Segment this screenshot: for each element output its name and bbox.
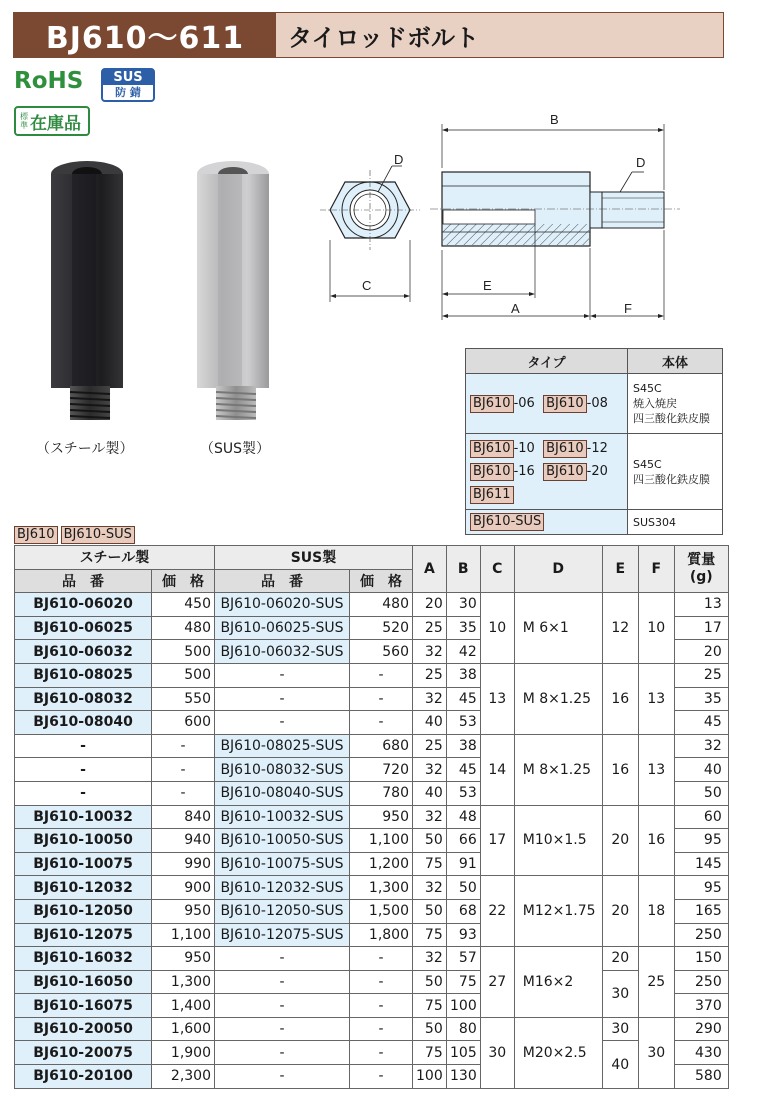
type-suffix: -12 <box>586 441 608 456</box>
title-bar <box>13 12 724 58</box>
sus-price: - <box>350 711 413 735</box>
steel-part-number: BJ610-16075 <box>15 994 152 1018</box>
mass-header-line2: (g) <box>689 569 713 586</box>
dim-a-value: 100 <box>413 1065 447 1089</box>
sus-price: - <box>350 947 413 971</box>
dim-a-value: 32 <box>413 687 447 711</box>
mass-value: 17 <box>674 616 728 640</box>
dim-f-label: F <box>624 301 632 316</box>
dim-d-label-end: D <box>394 152 404 167</box>
dim-f-value: 13 <box>638 663 674 734</box>
thread-d-value: M 8×1.25 <box>514 663 602 734</box>
type-row-2 <box>466 434 628 510</box>
steel-price: 450 <box>152 593 215 617</box>
dim-b-value: 75 <box>446 970 480 994</box>
sus-part-number: BJ610-06020-SUS <box>215 593 350 617</box>
mass-value: 250 <box>674 970 728 994</box>
dim-b-value: 48 <box>446 805 480 829</box>
dim-b-value: 93 <box>446 923 480 947</box>
steel-price: 940 <box>152 829 215 853</box>
dim-f-value: 16 <box>638 805 674 876</box>
dim-a-value: 25 <box>413 663 447 687</box>
type-header: タイプ <box>466 349 628 374</box>
steel-price: 1,900 <box>152 1041 215 1065</box>
material-line: S45C <box>633 382 662 395</box>
sus-price: - <box>350 687 413 711</box>
steel-bolt-photo <box>44 158 134 430</box>
stock-badge-small: 標準 <box>20 112 28 130</box>
type-material-table <box>465 348 723 535</box>
dim-b-value: 105 <box>446 1041 480 1065</box>
type-tag: BJ610 <box>543 395 587 413</box>
dim-b-value: 68 <box>446 899 480 923</box>
sus-part-header: 品 番 <box>215 569 350 593</box>
sus-price: - <box>350 1065 413 1089</box>
table-row <box>15 947 729 971</box>
dim-f-value: 18 <box>638 876 674 947</box>
steel-part-number: BJ610-16032 <box>15 947 152 971</box>
dim-f-value: 10 <box>638 593 674 664</box>
sus-price: 720 <box>350 758 413 782</box>
dim-c-value: 14 <box>480 734 514 805</box>
sus-part-number: BJ610-08025-SUS <box>215 734 350 758</box>
steel-part-number: BJ610-20075 <box>15 1041 152 1065</box>
steel-part-number: BJ610-08040 <box>15 711 152 735</box>
sus-part-number: - <box>215 994 350 1018</box>
steel-part-number: BJ610-06032 <box>15 640 152 664</box>
spec-table <box>14 545 729 1089</box>
dim-c-value: 22 <box>480 876 514 947</box>
dim-b-value: 42 <box>446 640 480 664</box>
sus-price: 1,800 <box>350 923 413 947</box>
dim-d-label-side: D <box>636 155 646 170</box>
dim-a-value: 75 <box>413 852 447 876</box>
steel-price: 950 <box>152 947 215 971</box>
type-suffix: -06 <box>513 395 535 411</box>
dim-e-label: E <box>483 278 492 293</box>
rohs-badge: RoHS <box>14 68 84 94</box>
series-tag: BJ610 <box>14 526 58 544</box>
mass-value: 250 <box>674 923 728 947</box>
sus-part-number: - <box>215 1041 350 1065</box>
sus-price: 520 <box>350 616 413 640</box>
mass-value: 370 <box>674 994 728 1018</box>
dim-b-value: 38 <box>446 663 480 687</box>
dim-e-value: 30 <box>602 1017 638 1041</box>
sus-price: 560 <box>350 640 413 664</box>
side-view <box>430 124 680 320</box>
dim-b-value: 53 <box>446 711 480 735</box>
steel-price: 1,600 <box>152 1017 215 1041</box>
dim-a-value: 25 <box>413 616 447 640</box>
steel-price: 2,300 <box>152 1065 215 1089</box>
col-b-header: B <box>446 546 480 593</box>
table-row <box>15 1017 729 1041</box>
type-suffix: -10 <box>513 441 535 456</box>
steel-part-number: BJ610-10050 <box>15 829 152 853</box>
table-row <box>15 1041 729 1065</box>
thread-d-value: M 8×1.25 <box>514 734 602 805</box>
dim-b-label: B <box>550 112 559 127</box>
dim-b-value: 66 <box>446 829 480 853</box>
dim-b-value: 50 <box>446 876 480 900</box>
table-row <box>15 593 729 617</box>
dim-a-value: 50 <box>413 829 447 853</box>
sus-part-number: BJ610-12032-SUS <box>215 876 350 900</box>
sus-price: - <box>350 970 413 994</box>
steel-price: 840 <box>152 805 215 829</box>
material-row-3: SUS304 <box>628 510 723 535</box>
steel-price: 1,300 <box>152 970 215 994</box>
sus-part-number: - <box>215 687 350 711</box>
steel-part-number: - <box>15 734 152 758</box>
steel-part-number: BJ610-12050 <box>15 899 152 923</box>
mass-value: 32 <box>674 734 728 758</box>
dim-a-value: 50 <box>413 1017 447 1041</box>
sus-price: 480 <box>350 593 413 617</box>
steel-part-number: BJ610-10032 <box>15 805 152 829</box>
sus-price: - <box>350 1041 413 1065</box>
sus-badge-bottom: 防 錆 <box>115 86 141 99</box>
type-suffix: -16 <box>513 464 535 479</box>
steel-part-number: - <box>15 758 152 782</box>
mass-value: 40 <box>674 758 728 782</box>
sus-price: - <box>350 1017 413 1041</box>
sus-price: - <box>350 994 413 1018</box>
mass-value: 290 <box>674 1017 728 1041</box>
sus-bolt-photo <box>190 158 280 430</box>
dim-b-value: 45 <box>446 687 480 711</box>
dim-a-value: 75 <box>413 994 447 1018</box>
sus-part-number: BJ610-06025-SUS <box>215 616 350 640</box>
dim-a-value: 75 <box>413 1041 447 1065</box>
sus-price: 780 <box>350 781 413 805</box>
dim-e-value: 30 <box>602 970 638 1017</box>
sus-price-header: 価 格 <box>350 569 413 593</box>
sus-part-number: - <box>215 947 350 971</box>
steel-price: 1,100 <box>152 923 215 947</box>
sus-price: 1,500 <box>350 899 413 923</box>
stock-badge-big: 在庫品 <box>30 113 81 134</box>
mass-value: 145 <box>674 852 728 876</box>
sus-part-number: - <box>215 1017 350 1041</box>
product-code: BJ610～611 <box>14 13 276 57</box>
sus-header: SUS製 <box>215 546 413 570</box>
dim-b-value: 38 <box>446 734 480 758</box>
dim-b-value: 35 <box>446 616 480 640</box>
mass-value: 580 <box>674 1065 728 1089</box>
sus-part-number: BJ610-12075-SUS <box>215 923 350 947</box>
type-tag: BJ610 <box>470 395 514 413</box>
sus-badge-top: SUS <box>103 70 153 85</box>
dim-a-value: 50 <box>413 899 447 923</box>
steel-price: - <box>152 758 215 782</box>
mass-header-line1: 質量 <box>687 552 716 569</box>
steel-part-number: BJ610-06020 <box>15 593 152 617</box>
type-tag: BJ611 <box>470 486 514 504</box>
col-f-header: F <box>638 546 674 593</box>
thread-d-value: M12×1.75 <box>514 876 602 947</box>
dim-b-value: 30 <box>446 593 480 617</box>
thread-d-value: M 6×1 <box>514 593 602 664</box>
dim-a-label: A <box>511 301 520 316</box>
material-line: S45C <box>633 457 662 471</box>
technical-drawing <box>310 110 690 330</box>
thread-d-value: M10×1.5 <box>514 805 602 876</box>
dim-e-value: 40 <box>602 1041 638 1088</box>
dim-c-value: 13 <box>480 663 514 734</box>
steel-part-number: BJ610-12075 <box>15 923 152 947</box>
steel-price: 500 <box>152 640 215 664</box>
sus-part-number: - <box>215 711 350 735</box>
table-row <box>15 876 729 900</box>
table-row <box>15 663 729 687</box>
dim-e-value: 20 <box>602 947 638 971</box>
sus-price: 1,200 <box>350 852 413 876</box>
steel-part-number: BJ610-10075 <box>15 852 152 876</box>
steel-part-header: 品 番 <box>15 569 152 593</box>
mass-value: 60 <box>674 805 728 829</box>
sus-part-number: BJ610-06032-SUS <box>215 640 350 664</box>
dim-f-value: 25 <box>638 947 674 1018</box>
dim-c-value: 30 <box>480 1017 514 1088</box>
mass-value: 20 <box>674 640 728 664</box>
sus-part-number: BJ610-08040-SUS <box>215 781 350 805</box>
dim-a-value: 40 <box>413 711 447 735</box>
steel-caption: （スチール製） <box>36 441 134 457</box>
dim-b-value: 100 <box>446 994 480 1018</box>
dim-a-value: 32 <box>413 805 447 829</box>
dim-b-value: 45 <box>446 758 480 782</box>
sus-part-number: - <box>215 970 350 994</box>
sus-part-number: - <box>215 1065 350 1089</box>
type-tag: BJ610-SUS <box>470 513 544 531</box>
dim-b-value: 91 <box>446 852 480 876</box>
dim-f-value: 30 <box>638 1017 674 1088</box>
steel-part-number: BJ610-08025 <box>15 663 152 687</box>
dim-c-value: 27 <box>480 947 514 1018</box>
series-tag: BJ610-SUS <box>61 526 135 544</box>
col-e-header: E <box>602 546 638 593</box>
material-line: 焼入焼戻 <box>633 397 677 410</box>
table-row <box>15 970 729 994</box>
mass-value: 95 <box>674 829 728 853</box>
steel-part-number: BJ610-16050 <box>15 970 152 994</box>
dim-e-value: 20 <box>602 805 638 876</box>
steel-price: 550 <box>152 687 215 711</box>
type-tag: BJ610 <box>543 463 587 481</box>
steel-part-number: BJ610-20100 <box>15 1065 152 1089</box>
mass-value: 35 <box>674 687 728 711</box>
type-row-1 <box>466 374 628 434</box>
dim-e-value: 20 <box>602 876 638 947</box>
dim-c-value: 17 <box>480 805 514 876</box>
sus-price: 680 <box>350 734 413 758</box>
steel-price: - <box>152 781 215 805</box>
sus-part-number: BJ610-10050-SUS <box>215 829 350 853</box>
dim-a-value: 32 <box>413 758 447 782</box>
mass-value: 430 <box>674 1041 728 1065</box>
steel-price: 900 <box>152 876 215 900</box>
sus-caption: （SUS製） <box>200 441 271 457</box>
mass-value: 45 <box>674 711 728 735</box>
mass-value: 13 <box>674 593 728 617</box>
dim-b-value: 130 <box>446 1065 480 1089</box>
dim-a-value: 32 <box>413 876 447 900</box>
dim-a-value: 40 <box>413 781 447 805</box>
dim-c-value: 10 <box>480 593 514 664</box>
material-row-1 <box>628 374 723 434</box>
dim-b-value: 57 <box>446 947 480 971</box>
table-row <box>15 734 729 758</box>
sus-price: 1,100 <box>350 829 413 853</box>
type-row-3 <box>466 510 628 535</box>
table-row <box>15 805 729 829</box>
sus-part-number: BJ610-10075-SUS <box>215 852 350 876</box>
dim-c-label: C <box>362 278 372 293</box>
thread-d-value: M20×2.5 <box>514 1017 602 1088</box>
steel-price: 480 <box>152 616 215 640</box>
sus-part-number: - <box>215 663 350 687</box>
steel-part-number: BJ610-12032 <box>15 876 152 900</box>
sus-part-number: BJ610-08032-SUS <box>215 758 350 782</box>
steel-part-number: BJ610-06025 <box>15 616 152 640</box>
dim-b-value: 80 <box>446 1017 480 1041</box>
steel-header: スチール製 <box>15 546 215 570</box>
col-a-header: A <box>413 546 447 593</box>
sus-rustproof-badge <box>101 68 155 102</box>
type-tag: BJ610 <box>543 440 587 458</box>
dim-a-value: 20 <box>413 593 447 617</box>
dim-e-value: 16 <box>602 663 638 734</box>
steel-price-header: 価 格 <box>152 569 215 593</box>
steel-price: 500 <box>152 663 215 687</box>
mass-value: 150 <box>674 947 728 971</box>
mass-value: 25 <box>674 663 728 687</box>
dim-a-value: 25 <box>413 734 447 758</box>
material-line: 四三酸化鉄皮膜 <box>633 412 710 425</box>
col-mass-header <box>674 546 728 593</box>
standard-stock-badge <box>14 106 90 136</box>
sus-price: 950 <box>350 805 413 829</box>
material-row-2 <box>628 434 723 510</box>
type-tag: BJ610 <box>470 440 514 458</box>
dim-e-value: 16 <box>602 734 638 805</box>
type-suffix: -08 <box>586 395 608 411</box>
col-c-header: C <box>480 546 514 593</box>
steel-price: 990 <box>152 852 215 876</box>
steel-price: 950 <box>152 899 215 923</box>
steel-price: 1,400 <box>152 994 215 1018</box>
product-name: タイロッドボルト <box>276 13 723 57</box>
series-tags <box>14 526 138 544</box>
thread-d-value: M16×2 <box>514 947 602 1018</box>
mass-value: 165 <box>674 899 728 923</box>
dim-e-value: 12 <box>602 593 638 664</box>
dim-b-value: 53 <box>446 781 480 805</box>
sus-price: - <box>350 663 413 687</box>
steel-part-number: - <box>15 781 152 805</box>
body-header: 本体 <box>628 349 723 374</box>
sus-price: 1,300 <box>350 876 413 900</box>
steel-part-number: BJ610-08032 <box>15 687 152 711</box>
steel-price: - <box>152 734 215 758</box>
dim-a-value: 75 <box>413 923 447 947</box>
dim-a-value: 50 <box>413 970 447 994</box>
sus-part-number: BJ610-10032-SUS <box>215 805 350 829</box>
dim-a-value: 32 <box>413 640 447 664</box>
steel-price: 600 <box>152 711 215 735</box>
dim-a-value: 32 <box>413 947 447 971</box>
type-suffix: -20 <box>586 464 608 479</box>
type-tag: BJ610 <box>470 463 514 481</box>
col-d-header: D <box>514 546 602 593</box>
mass-value: 95 <box>674 876 728 900</box>
steel-part-number: BJ610-20050 <box>15 1017 152 1041</box>
sus-part-number: BJ610-12050-SUS <box>215 899 350 923</box>
material-line: 四三酸化鉄皮膜 <box>633 472 710 486</box>
dim-f-value: 13 <box>638 734 674 805</box>
mass-value: 50 <box>674 781 728 805</box>
